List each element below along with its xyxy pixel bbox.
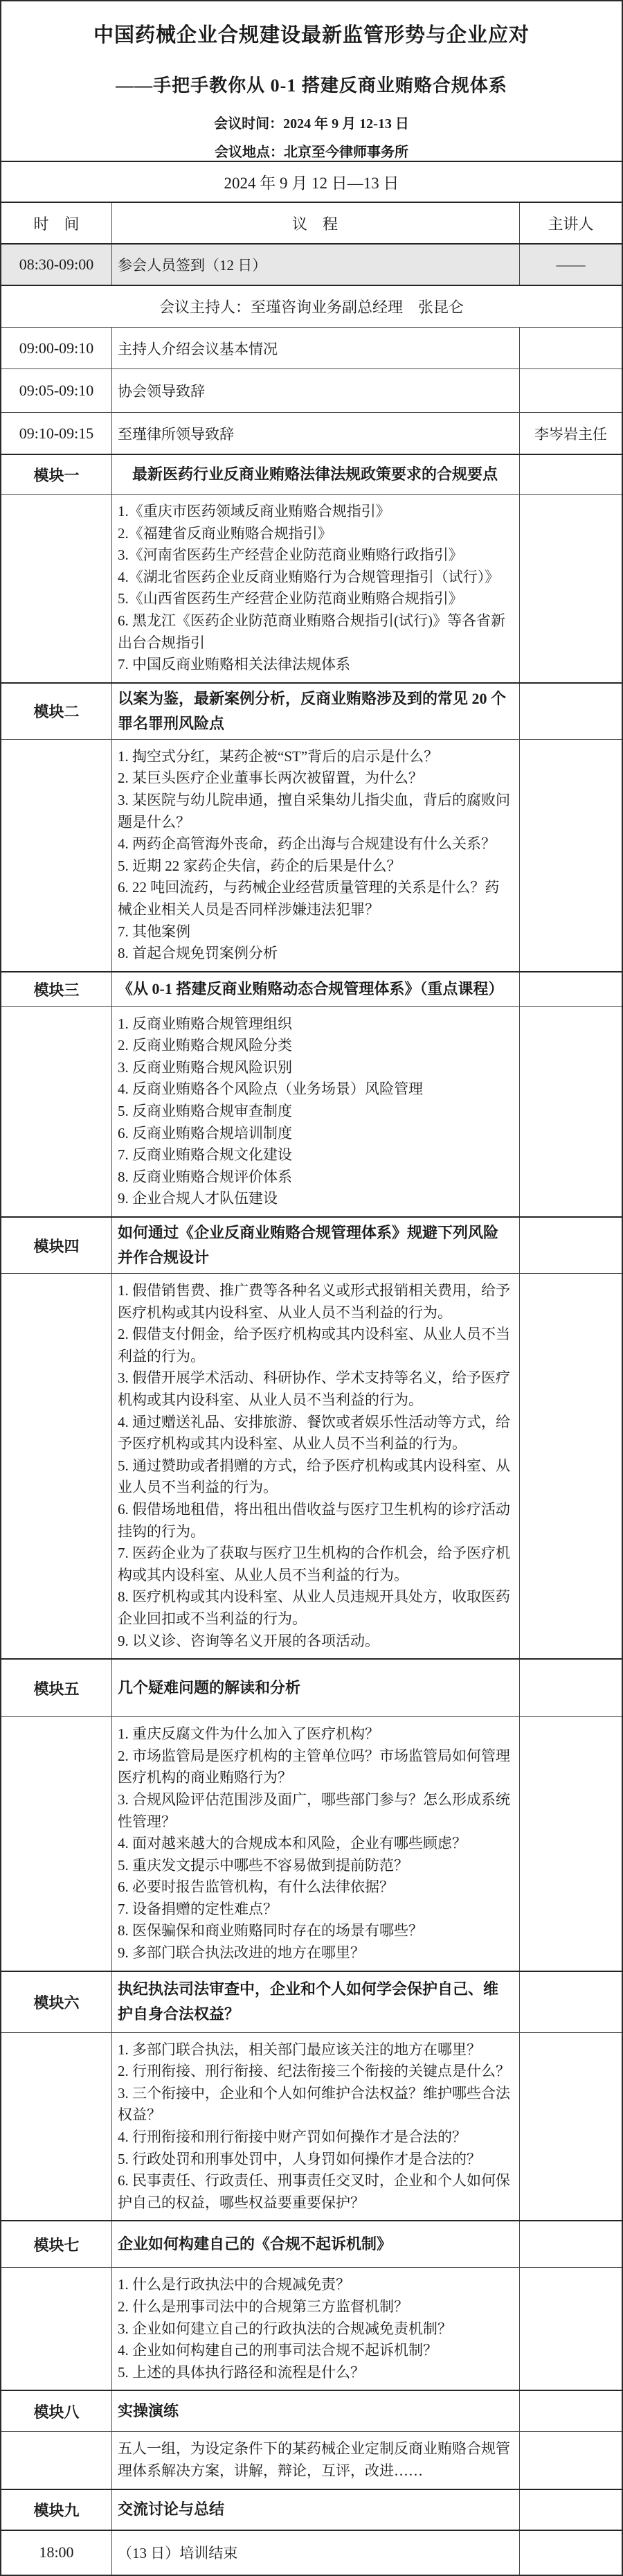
agenda-item: 5. 通过赞助或者捐赠的方式，给予医疗机构或其内设科室、从业人员不当利益的行为。 [118, 1457, 510, 1496]
agenda-item: 3. 合规风险评估范围涉及面广，哪些部门参与？怎么形成系统性管理？ [118, 1791, 510, 1830]
speaker-cell [520, 1218, 622, 1273]
speaker-cell [520, 2432, 622, 2488]
time-cell [1, 2432, 112, 2488]
agenda-item: 2. 假借支付佣金，给予医疗机构或其内设科室、从业人员不当利益的行为。 [118, 1326, 510, 1365]
agenda-items [118, 2438, 512, 2482]
speaker-cell [520, 455, 622, 494]
agenda-item: 2. 反商业贿赂合规风险分类 [118, 1037, 292, 1054]
speaker-cell [520, 2033, 622, 2221]
content-row [1, 2432, 622, 2489]
agenda-item: 6. 黑龙江《医药企业防范商业贿赂合规指引(试行)》等各省新出台合规指引 [118, 612, 505, 651]
agenda-item: 1. 重庆反腐文件为什么加入了医疗机构？ [118, 1725, 379, 1743]
agenda-item: 1. 掏空式分红，某药企被“ST”背后的启示是什么？ [118, 747, 439, 765]
agenda-item: 4. 两药企高管海外丧命，药企出海与合规建设有什么关系？ [118, 835, 496, 853]
module-label: 模块七 [1, 2221, 112, 2267]
time-cell [1, 1007, 112, 1216]
agenda-item: 7. 设备捐赠的定性难点？ [118, 1900, 278, 1917]
module-label: 模块三 [1, 972, 112, 1006]
module-title: 企业如何构建自己的《合规不起诉机制》 [112, 2221, 520, 2267]
content-row [1, 740, 622, 972]
speaker-cell [520, 2268, 622, 2390]
speaker-cell [520, 2531, 622, 2575]
agenda-item: 5. 上述的具体执行路径和流程是什么？ [118, 2363, 365, 2381]
speaker-cell [520, 1274, 622, 1658]
agenda-item: 8. 反商业贿赂合规评价体系 [118, 1168, 292, 1185]
time-cell [1, 740, 112, 971]
agenda-item: 7. 医药企业为了获取与医疗卫生机构的合作机会，给予医疗机构或其内设科室、从业人员不当利益的行为。 [118, 1545, 510, 1583]
module-title: 最新医药行业反商业贿赂法律法规政策要求的合规要点 [112, 455, 520, 494]
host-row: 会议主持人：至瑾咨询业务副总经理 张昆仑 [1, 286, 622, 328]
agenda-item: 7. 其他案例 [118, 923, 190, 940]
agenda-item: 4. 企业如何构建自己的刑事司法合规不起诉机制？ [118, 2342, 437, 2359]
module-row [1, 972, 622, 1007]
speaker-cell: 李岑岩主任 [534, 425, 607, 443]
time-cell [1, 2268, 112, 2390]
module-title: 几个疑难问题的解读和分析 [112, 1660, 520, 1716]
module-row [1, 455, 622, 495]
content-row [1, 1274, 622, 1660]
agenda-item: 3.《河南省医药生产经营企业防范商业贿赂行政指引》 [118, 547, 463, 564]
speaker-cell [520, 369, 622, 412]
time-cell: 09:10-09:15 [1, 413, 112, 454]
agenda-item: 5. 反商业贿赂合规审查制度 [118, 1103, 292, 1120]
agenda-item: 1.《重庆市医药领域反商业贿赂合规指引》 [118, 503, 390, 519]
agenda-items [118, 1013, 512, 1210]
agenda-item: 6. 反商业贿赂合规培训制度 [118, 1124, 292, 1142]
agenda-item: 2. 某巨头医疗企业董事长两次被留置，为什么？ [118, 770, 423, 787]
agenda-item: 6. 必要时报告监管机构，有什么法律依据？ [118, 1878, 394, 1896]
agenda-item: 1. 什么是行政执法中的合规减免责？ [118, 2276, 350, 2293]
agenda-item: 5. 行政处罚和刑事处罚中，人身罚如何操作才是合法的？ [118, 2150, 481, 2167]
agenda-item: 5. 近期 22 家药企失信，药企的后果是什么？ [118, 857, 401, 874]
module-title: 执纪执法司法审查中，企业和个人如何学会保护自己、维护自身合法权益？ [112, 1972, 520, 2032]
table-row [1, 328, 622, 369]
agenda-item: 6. 22 吨回流药，与药械企业经营质量管理的关系是什么？药械企业相关人员是否同样涉嫌违法犯罪？ [118, 879, 500, 918]
table-row [1, 2531, 622, 2575]
speaker-cell [520, 740, 622, 971]
agenda-item: 8. 医保骗保和商业贿赂同时存在的场景有哪些？ [118, 1922, 423, 1939]
agenda-cell: 协会领导致辞 [112, 369, 520, 412]
agenda-item: 2. 市场监管局是医疗机构的主管单位吗？市场监管局如何管理医疗机构的商业贿赂行为？ [118, 1747, 510, 1786]
speaker-cell [520, 684, 622, 739]
module-label: 模块九 [1, 2490, 112, 2530]
module-title: 实操演练 [112, 2391, 520, 2431]
table-row [1, 413, 622, 455]
module-title: 交流讨论与总结 [112, 2490, 520, 2530]
document-subtitle: ——手把手教你从 0-1 搭建反商业贿赂合规体系 [116, 75, 507, 96]
agenda-item: 9. 企业合规人才队伍建设 [118, 1190, 278, 1207]
content-row [1, 2033, 622, 2222]
time-cell [1, 2033, 112, 2221]
module-label: 模块四 [1, 1218, 112, 1273]
title-block [1, 1, 622, 162]
agenda-cell: 主持人介绍会议基本情况 [112, 328, 520, 368]
agenda-item: 8. 首起合规免罚案例分析 [118, 945, 278, 962]
agenda-items [118, 1723, 512, 1964]
module-row [1, 1660, 622, 1717]
agenda-item: 五人一组，为设定条件下的某药械企业定制反商业贿赂合规管理体系解决方案，讲解，辩论，互评，改进…… [118, 2440, 510, 2479]
agenda-item: 8. 医疗机构或其内设科室、从业人员违规开具处方，收取医药企业回扣或不当利益的行为。 [118, 1588, 510, 1627]
agenda-item: 1. 假借销售费、推广费等各种名义或形式报销相关费用，给予医疗机构或其内设科室、从业人员不当利益的行为。 [118, 1282, 510, 1321]
meeting-place: 会议地点：北京至今律师事务所 [215, 145, 408, 160]
module-label: 模块二 [1, 684, 112, 739]
agenda-item: 6. 民事责任、行政责任、刑事责任交叉时，企业和个人如何保护自己的权益，哪些权益要重要保护？ [118, 2172, 510, 2211]
speaker-cell: —— [556, 256, 586, 273]
content-row [1, 1717, 622, 1972]
table-row [1, 245, 622, 286]
module-label: 模块八 [1, 2391, 112, 2431]
speaker-cell [520, 1717, 622, 1971]
module-label: 模块一 [1, 455, 112, 494]
speaker-cell [520, 495, 622, 682]
speaker-cell [520, 972, 622, 1006]
agenda-items [118, 1280, 512, 1652]
col-header-agenda: 议 程 [112, 203, 520, 243]
content-row [1, 1007, 622, 1218]
module-row [1, 2391, 622, 2432]
agenda-item: 4. 反商业贿赂各个风险点（业务场景）风险管理 [118, 1081, 423, 1098]
date-banner: 2024 年 9 月 12 日—13 日 [1, 162, 622, 203]
module-label: 模块六 [1, 1972, 112, 2032]
time-cell [1, 1274, 112, 1658]
agenda-item: 3. 反商业贿赂合规风险识别 [118, 1058, 292, 1076]
agenda-cell: 至瑾律所领导致辞 [112, 413, 520, 454]
document-title: 中国药械企业合规建设最新监管形势与企业应对 [93, 24, 530, 46]
time-cell: 09:00-09:10 [1, 328, 112, 368]
agenda-items [118, 2274, 512, 2383]
agenda-item: 2. 行刑衔接、刑行衔接、纪法衔接三个衔接的关键点是什么？ [118, 2063, 510, 2080]
meeting-time: 会议时间：2024 年 9 月 12-13 日 [214, 116, 409, 132]
agenda-item: 9. 以义诊、咨询等名义开展的各项活动。 [118, 1632, 379, 1649]
module-label: 模块五 [1, 1660, 112, 1716]
speaker-cell [520, 1972, 622, 2032]
time-cell [1, 495, 112, 682]
speaker-cell [520, 2221, 622, 2267]
module-title: 如何通过《企业反商业贿赂合规管理体系》规避下列风险并作合规设计 [112, 1218, 520, 1273]
speaker-cell [520, 2490, 622, 2530]
time-cell: 09:05-09:10 [1, 369, 112, 412]
agenda-item: 2.《福建省反商业贿赂合规指引》 [118, 524, 332, 542]
agenda-item: 7. 反商业贿赂合规文化建设 [118, 1146, 292, 1164]
time-cell: 08:30-09:00 [1, 245, 112, 285]
speaker-cell [520, 1007, 622, 1216]
agenda-item: 6. 假借场地租借，将出租出借收益与医疗卫生机构的诊疗活动挂钩的行为。 [118, 1500, 510, 1540]
time-cell [1, 1717, 112, 1971]
table-header-row [1, 203, 622, 245]
speaker-cell [520, 1660, 622, 1716]
agenda-items [118, 2039, 512, 2214]
agenda-item: 7. 中国反商业贿赂相关法律法规体系 [118, 656, 350, 673]
agenda-item: 3. 企业如何建立自己的行政执法的合规减免责机制？ [118, 2320, 452, 2337]
agenda-item: 2. 什么是刑事司法中的合规第三方监督机制？ [118, 2298, 408, 2315]
col-header-speaker: 主讲人 [548, 215, 594, 233]
agenda-item: 3. 三个衔接中，企业和个人如何维护合法权益？维护哪些合法权益？ [118, 2084, 510, 2124]
agenda-item: 4.《湖北省医药企业反商业贿赂行为合规管理指引（试行）》 [118, 568, 500, 585]
module-row [1, 684, 622, 740]
agenda-item: 5. 重庆发文提示中哪些不容易做到提前防范？ [118, 1856, 408, 1874]
module-row [1, 1218, 622, 1274]
module-row [1, 2221, 622, 2268]
content-row [1, 2268, 622, 2391]
module-row [1, 1972, 622, 2033]
agenda-item: 4. 面对越来越大的合规成本和风险，企业有哪些顾虑？ [118, 1835, 467, 1852]
agenda-item: 1. 反商业贿赂合规管理组织 [118, 1015, 292, 1032]
agenda-item: 9. 多部门联合执法改进的地方在哪里？ [118, 1944, 365, 1962]
agenda-items [118, 501, 512, 676]
agenda-item: 1. 多部门联合执法，相关部门最应该关注的地方在哪里？ [118, 2041, 481, 2058]
table-row [1, 369, 622, 413]
speaker-cell [520, 2391, 622, 2431]
speaker-cell [520, 328, 622, 368]
time-cell: 18:00 [1, 2531, 112, 2575]
agenda-items [118, 746, 512, 965]
agenda-item: 5.《山西省医药生产经营企业防范商业贿赂合规指引》 [118, 590, 463, 607]
agenda-item: 4. 通过赠送礼品、安排旅游、餐饮或者娱乐性活动等方式，给予医疗机构或其内设科室、从业人员不当利益的行为。 [118, 1413, 510, 1453]
agenda-item: 3. 某医院与幼儿院串通，擅自采集幼儿指尖血，背后的腐败问题是什么？ [118, 791, 510, 830]
agenda-cell: （13 日）培训结束 [112, 2531, 520, 2575]
agenda-item: 3. 假借开展学术活动、科研协作、学术支持等名义，给予医疗机构或其内设科室、从业人员不当利益的行为。 [118, 1369, 510, 1408]
content-row [1, 495, 622, 684]
agenda-cell: 参会人员签到（12 日） [112, 245, 520, 285]
module-title: 《从 0-1 搭建反商业贿赂动态合规管理体系》（重点课程） [112, 972, 520, 1006]
module-row [1, 2490, 622, 2531]
module-title: 以案为鉴，最新案例分析，反商业贿赂涉及到的常见 20 个罪名罪刑风险点 [112, 684, 520, 739]
col-header-time: 时 间 [1, 203, 112, 243]
agenda-item: 4. 行刑衔接和刑行衔接中财产罚如何操作才是合法的？ [118, 2129, 467, 2146]
